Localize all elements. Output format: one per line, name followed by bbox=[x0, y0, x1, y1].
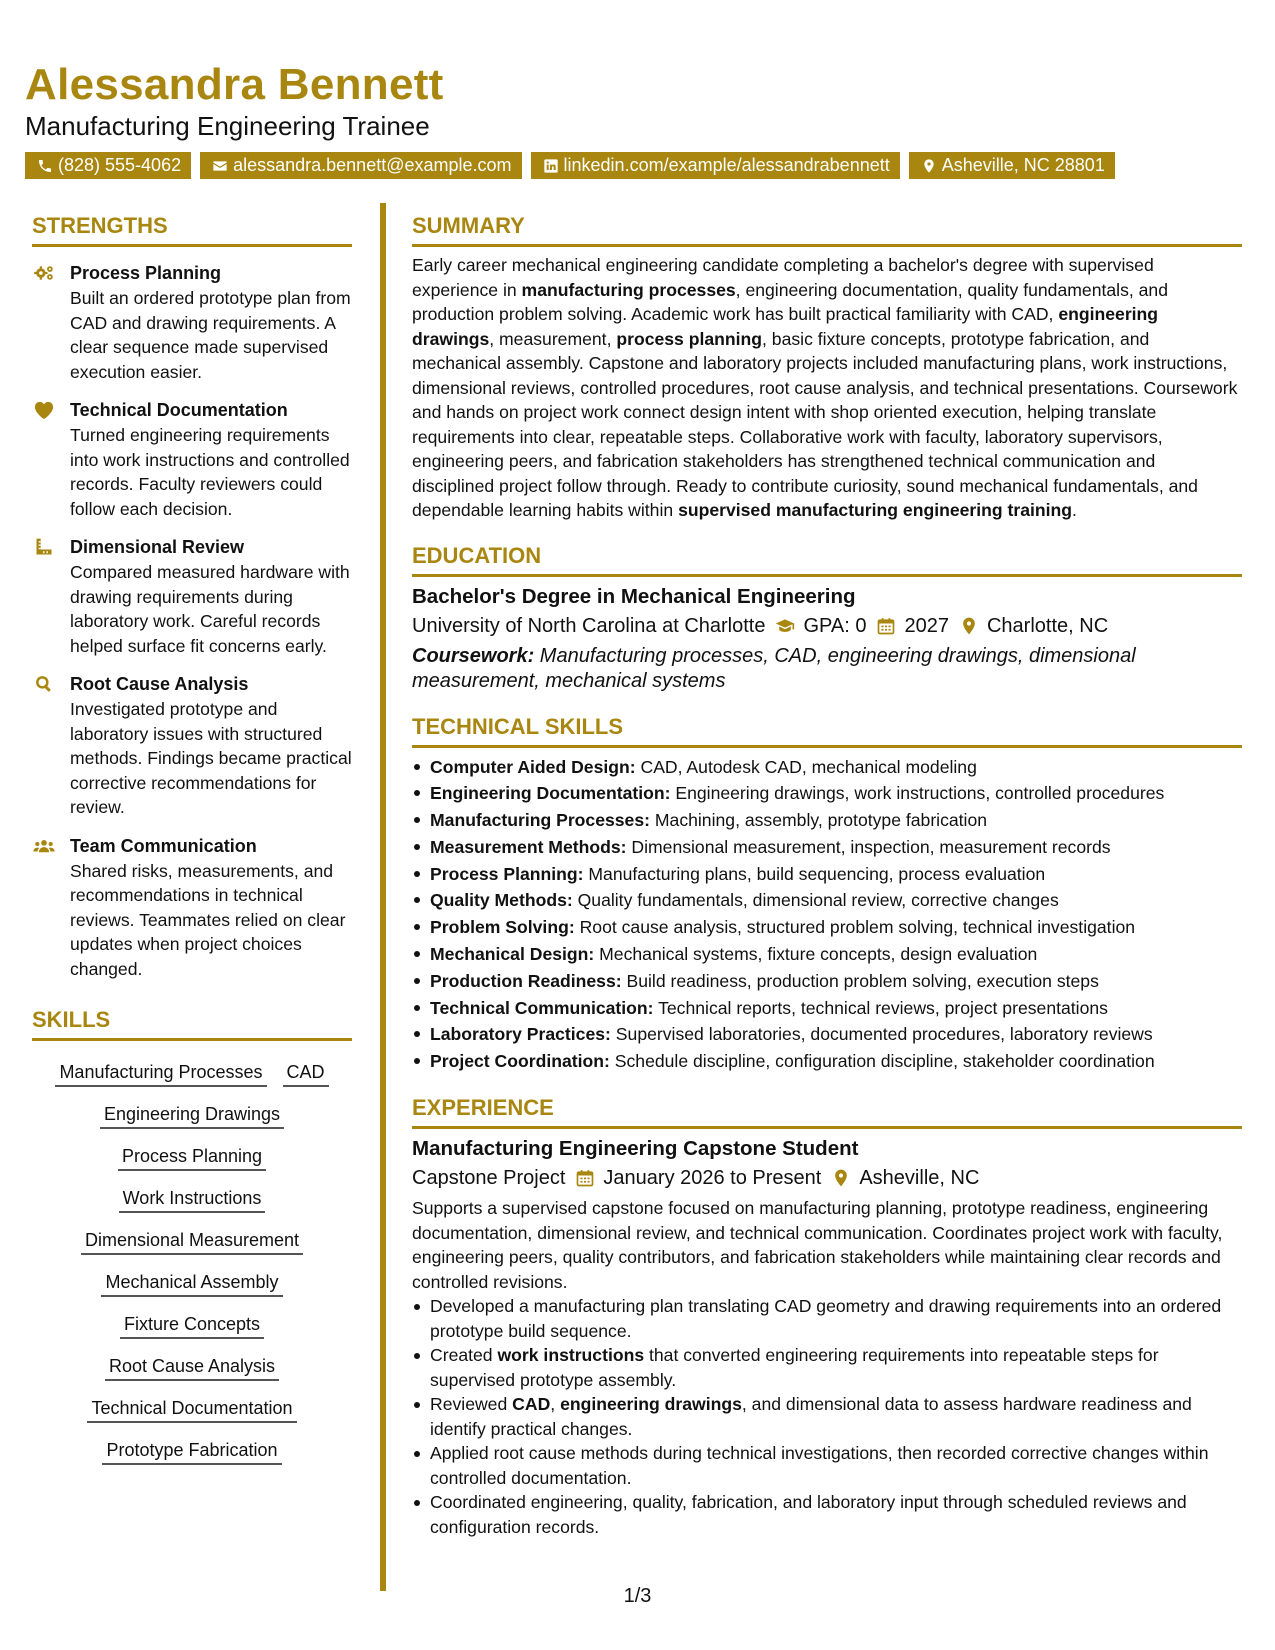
location-pin-icon bbox=[831, 1168, 851, 1188]
list-item bbox=[412, 941, 1242, 968]
skill-label: Quality Methods: bbox=[430, 890, 573, 911]
skill-tag: Manufacturing Processes bbox=[55, 1059, 266, 1087]
skill-value: Dimensional measurement, inspection, measurement records bbox=[626, 836, 1111, 857]
list-item bbox=[412, 1048, 1242, 1075]
skill-label: Computer Aided Design: bbox=[430, 756, 636, 777]
right-column bbox=[412, 213, 1242, 1539]
list-item bbox=[412, 780, 1242, 807]
contact-bar bbox=[25, 152, 1124, 179]
calendar-icon bbox=[575, 1168, 595, 1188]
skill-value: Technical reports, technical reviews, project presentations bbox=[653, 997, 1108, 1018]
candidate-name: Alessandra Bennett bbox=[25, 60, 444, 109]
skill-value: Supervised laboratories, documented procedures, laboratory reviews bbox=[610, 1024, 1153, 1045]
location-pin-icon bbox=[959, 616, 979, 636]
phone-icon bbox=[37, 158, 53, 174]
skill-label: Project Coordination: bbox=[430, 1051, 610, 1072]
summary-segment: , engineering documentation, quality fundamentals, and production problem solving. Academic work has built practical familiarity with CAD, bbox=[412, 279, 1168, 324]
linkedin-icon bbox=[543, 158, 559, 174]
strength-text: Investigated prototype and laboratory issues with structured methods. Findings became practical corrective recommendations for review. bbox=[70, 699, 352, 817]
skills-list bbox=[32, 1053, 352, 1473]
skill-value: Engineering drawings, work instructions, controlled procedures bbox=[670, 783, 1165, 804]
skill-label: Measurement Methods: bbox=[430, 836, 627, 857]
skill-label: Mechanical Design: bbox=[430, 944, 595, 965]
skill-label: Technical Communication: bbox=[430, 997, 654, 1018]
ruler-icon bbox=[32, 537, 56, 557]
column-divider bbox=[380, 203, 386, 1591]
people-icon bbox=[32, 836, 56, 856]
bullet-text: Created bbox=[430, 1345, 498, 1366]
skills-heading: SKILLS bbox=[32, 1007, 352, 1041]
skill-label: Production Readiness: bbox=[430, 970, 622, 991]
gears-icon bbox=[32, 263, 56, 283]
skill-label: Manufacturing Processes: bbox=[430, 810, 650, 831]
contact-email[interactable] bbox=[200, 152, 521, 179]
skill-tag: Process Planning bbox=[118, 1143, 266, 1171]
skill-tag: Technical Documentation bbox=[87, 1395, 296, 1423]
coursework bbox=[412, 644, 1242, 694]
list-item bbox=[412, 834, 1242, 861]
school-name: University of North Carolina at Charlotte bbox=[412, 614, 766, 637]
list-item bbox=[412, 1490, 1242, 1539]
list-item bbox=[412, 914, 1242, 941]
bullet-bold: engineering drawings bbox=[560, 1394, 742, 1415]
graduation-year: 2027 bbox=[904, 614, 949, 637]
skill-tag: Mechanical Assembly bbox=[101, 1269, 282, 1297]
strength-title: Process Planning bbox=[70, 263, 222, 283]
summary-bold: manufacturing processes bbox=[521, 279, 736, 300]
bullet-text: Coordinated engineering, quality, fabrication, and laboratory input through scheduled reviews and configuration records. bbox=[430, 1492, 1187, 1537]
list-item bbox=[412, 1392, 1242, 1441]
left-column bbox=[32, 213, 352, 1473]
date-range: January 2026 to Present bbox=[603, 1167, 822, 1190]
strength-item bbox=[32, 834, 352, 982]
strengths-heading: STRENGTHS bbox=[32, 213, 352, 247]
summary-bold: process planning bbox=[616, 328, 763, 349]
technical-skills-heading: TECHNICAL SKILLS bbox=[412, 714, 1242, 748]
strength-title: Root Cause Analysis bbox=[70, 674, 249, 694]
phone-text: (828) 555-4062 bbox=[58, 155, 182, 175]
experience-bullets bbox=[412, 1294, 1242, 1539]
bullet-text: Applied root cause methods during technical investigations, then recorded corrective changes within controlled documentation. bbox=[430, 1443, 1209, 1488]
bullet-text: that converted engineering requirements into repeatable steps for supervised prototype assembly. bbox=[430, 1345, 1159, 1390]
experience-meta bbox=[412, 1163, 1242, 1193]
list-item bbox=[412, 1343, 1242, 1392]
skill-label: Problem Solving: bbox=[430, 917, 575, 938]
list-item bbox=[412, 861, 1242, 888]
bullet-text: , bbox=[550, 1394, 561, 1415]
bullet-text: , and dimensional data to assess hardware readiness and identify practical changes. bbox=[430, 1394, 1192, 1439]
strength-item bbox=[32, 398, 352, 521]
summary-segment: , measurement, bbox=[489, 328, 617, 349]
coursework-label: Coursework: bbox=[412, 644, 535, 667]
strength-text: Built an ordered prototype plan from CAD and drawing requirements. A clear sequence made supervised execution easier. bbox=[70, 288, 351, 382]
list-item bbox=[412, 1441, 1242, 1490]
skill-tag: Dimensional Measurement bbox=[81, 1227, 303, 1255]
location-text: Asheville, NC 28801 bbox=[941, 155, 1105, 175]
skill-value: Mechanical systems, fixture concepts, design evaluation bbox=[594, 944, 1038, 965]
list-item bbox=[412, 754, 1242, 781]
technical-skills-list bbox=[412, 754, 1242, 1076]
bullet-text: Developed a manufacturing plan translating CAD geometry and drawing requirements into an ordered prototype build sequence. bbox=[430, 1296, 1222, 1341]
experience-description: Supports a supervised capstone focused on manufacturing planning, prototype readiness, engineering documentation, dimensional review, and technical communication. Coordinates project work with faculty, engineering peers, quality contributors, and fabrication stakeholders while maintaining clear records and controlled revisions. bbox=[412, 1198, 1223, 1292]
experience-heading: EXPERIENCE bbox=[412, 1095, 1242, 1129]
coursework-text: Manufacturing processes, CAD, engineering drawings, dimensional measurement, mechanical systems bbox=[412, 644, 1136, 692]
email-text: alessandra.bennett@example.com bbox=[233, 155, 512, 175]
summary-text bbox=[412, 253, 1242, 523]
organization: Capstone Project bbox=[412, 1167, 566, 1190]
skill-value: Quality fundamentals, dimensional review, corrective changes bbox=[572, 890, 1059, 911]
list-item bbox=[412, 968, 1242, 995]
degree-title: Bachelor's Degree in Mechanical Engineering bbox=[412, 584, 856, 608]
summary-bold: supervised manufacturing engineering training bbox=[678, 500, 1073, 520]
skill-label: Process Planning: bbox=[430, 863, 584, 884]
list-item bbox=[412, 1021, 1242, 1048]
summary-segment: . bbox=[1072, 500, 1077, 520]
strength-text: Turned engineering requirements into work instructions and controlled records. Faculty reviewers could follow each decision. bbox=[70, 425, 350, 519]
strength-text: Shared risks, measurements, and recommendations in technical reviews. Teammates relied on clear updates when project choices changed. bbox=[70, 860, 346, 979]
strength-title: Technical Documentation bbox=[70, 400, 288, 420]
bullet-bold: work instructions bbox=[497, 1345, 645, 1366]
skill-tag: Engineering Drawings bbox=[100, 1101, 284, 1129]
strength-item bbox=[32, 535, 352, 658]
linkedin-text: linkedin.com/example/alessandrabennett bbox=[563, 155, 890, 175]
skill-value: Schedule discipline, configuration discipline, stakeholder coordination bbox=[609, 1051, 1155, 1072]
summary-bold: engineering drawings bbox=[412, 304, 1159, 349]
skill-value: Root cause analysis, structured problem solving, technical investigation bbox=[574, 917, 1136, 938]
skill-tag: Fixture Concepts bbox=[120, 1311, 264, 1339]
skill-value: Machining, assembly, prototype fabrication bbox=[649, 810, 988, 831]
skill-tag: Root Cause Analysis bbox=[105, 1353, 279, 1381]
education-heading: EDUCATION bbox=[412, 543, 1242, 577]
location-pin-icon bbox=[921, 158, 937, 174]
skill-tag: Prototype Fabrication bbox=[102, 1437, 281, 1465]
skill-tag: Work Instructions bbox=[119, 1185, 266, 1213]
skill-value: Manufacturing plans, build sequencing, process evaluation bbox=[583, 863, 1046, 884]
strength-title: Dimensional Review bbox=[70, 537, 245, 557]
gpa: GPA: 0 bbox=[803, 614, 867, 637]
education-location: Charlotte, NC bbox=[986, 614, 1109, 637]
skill-tag: CAD bbox=[283, 1059, 329, 1087]
skill-value: Build readiness, production problem solving, execution steps bbox=[621, 970, 1099, 991]
list-item bbox=[412, 995, 1242, 1022]
magnifier-icon bbox=[32, 674, 56, 694]
job-title: Manufacturing Engineering Trainee bbox=[25, 111, 430, 141]
strength-title: Team Communication bbox=[70, 835, 257, 856]
skill-value: CAD, Autodesk CAD, mechanical modeling bbox=[635, 756, 977, 777]
skill-label: Laboratory Practices: bbox=[430, 1024, 611, 1045]
bullet-bold: CAD bbox=[512, 1394, 551, 1415]
summary-heading: SUMMARY bbox=[412, 213, 1242, 247]
strength-item bbox=[32, 261, 352, 384]
contact-phone[interactable] bbox=[25, 152, 191, 179]
envelope-icon bbox=[212, 158, 228, 174]
skill-label: Engineering Documentation: bbox=[430, 783, 671, 804]
calendar-icon bbox=[876, 616, 896, 636]
list-item bbox=[412, 1294, 1242, 1343]
list-item bbox=[412, 887, 1242, 914]
experience-location: Asheville, NC bbox=[859, 1167, 980, 1190]
education-meta bbox=[412, 611, 1242, 641]
list-item bbox=[412, 807, 1242, 834]
strength-item bbox=[32, 672, 352, 820]
bullet-text: Reviewed bbox=[430, 1394, 513, 1415]
strength-text: Compared measured hardware with drawing requirements during laboratory work. Careful records helped surface fit concerns early. bbox=[70, 562, 350, 656]
role-title: Manufacturing Engineering Capstone Student bbox=[412, 1137, 859, 1161]
contact-linkedin[interactable] bbox=[531, 152, 900, 179]
heart-icon bbox=[32, 400, 56, 420]
contact-location[interactable] bbox=[909, 152, 1115, 179]
summary-segment: Early career mechanical engineering candidate completing a bachelor's degree with supervised experience in bbox=[412, 255, 1154, 300]
page-indicator: 1/3 bbox=[623, 1585, 652, 1607]
graduation-cap-icon bbox=[775, 616, 795, 636]
summary-segment: , basic fixture concepts, prototype fabrication, and mechanical assembly. Capstone and laboratory projects included manufacturing plans, work instructions, dimensional reviews, controlled procedures, root cause analysis, and technical presentations. Coursework and hands on project work connect design intent with shop oriented execution, helping translate requirements into clear, repeatable steps. Collaborative work with faculty, laboratory supervisors, engineering peers, and fabrication stakeholders has strengthened technical communication and disciplined project follow through. Ready to contribute curiosity, sound mechanical fundamentals, and dependable learning habits within bbox=[412, 328, 1238, 520]
